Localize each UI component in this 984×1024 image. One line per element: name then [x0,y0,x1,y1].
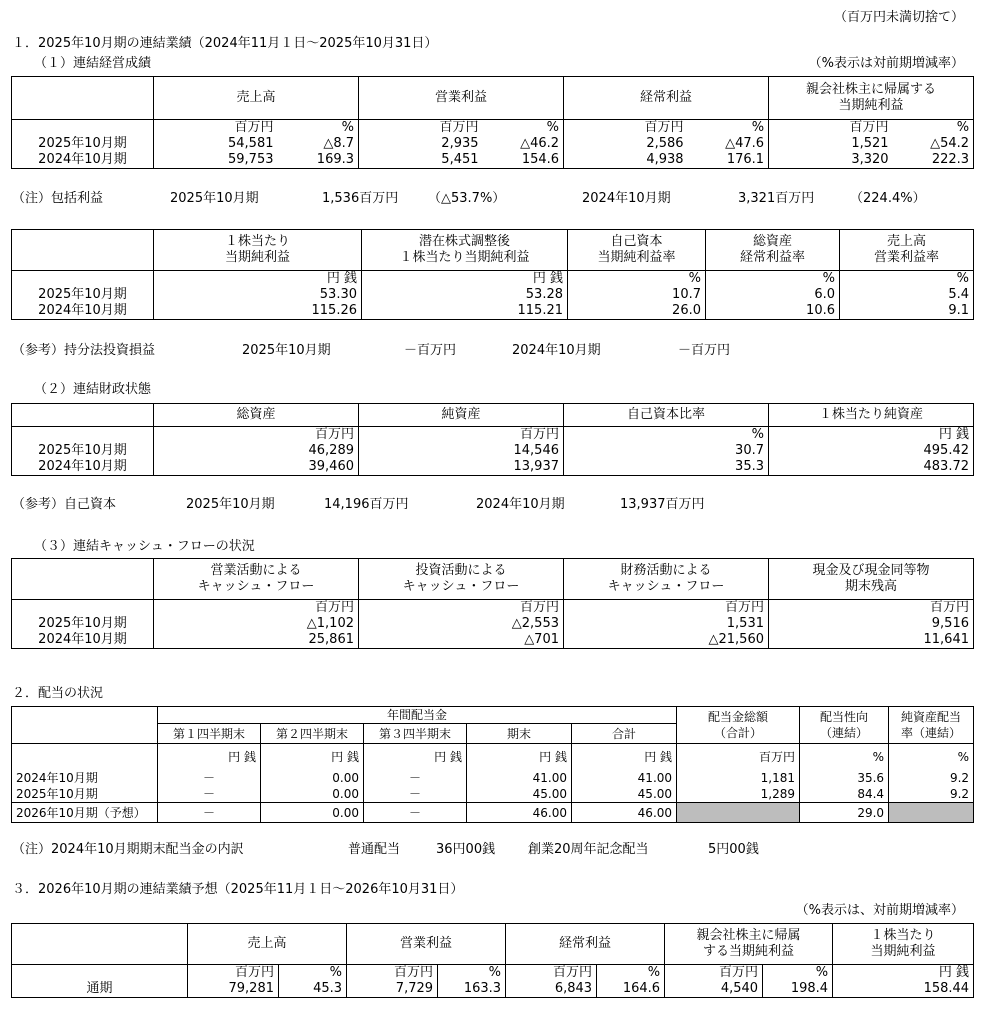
header-doe: 純資産配当 率（連結） [889,707,974,744]
unit-cell: % [889,744,974,771]
note-period: 2024年10月期 [582,191,671,206]
unit-cell: 百万円 [677,744,800,771]
row-label: 2025年10月期 [12,616,154,632]
header-net-assets: 純資産 [359,404,564,427]
operating-results-table [11,76,974,169]
section-1-2-title: （２）連結財政状態 [34,382,152,397]
forecast-table [11,923,974,998]
unit-cell: 百万円 [154,120,278,137]
unit-cell: 百万円 [154,600,359,617]
header-year-end: 期末 [467,724,572,744]
unit-cell: 円 銭 [364,744,467,771]
unit-cell: % [279,965,347,982]
header-sales: 売上高 [188,924,347,965]
row-label: 2024年10月期 [12,632,154,649]
unit-cell: 百万円 [359,427,564,444]
note-ordinary-dividend-label: 普通配当 [348,842,401,857]
unit-cell: 百万円 [359,120,483,137]
header-bps: １株当たり純資産 [769,404,974,427]
unit-cell: % [706,271,840,288]
unit-cell: % [800,744,889,771]
header-net-income: 親会社株主に帰属する 当期純利益 [769,77,974,120]
table-row: 2024年10月期 59,753 169.3 5,451 154.6 4,938 176.1 3,320 222.3 [12,152,974,169]
forecast-pct-note: （%表示は、対前期増減率） [795,903,964,918]
header-ordinary-profit: 経常利益 [564,77,769,120]
note-value: 1,536百万円 [322,191,399,206]
unit-cell: 百万円 [359,600,564,617]
note-change: （224.4%） [850,191,926,206]
note-equity-label: （参考）自己資本 [12,497,117,512]
note-period: 2025年10月期 [186,497,275,512]
note-comprehensive-income-label: （注）包括利益 [12,191,104,206]
unit-cell: 円 銭 [833,965,974,982]
shaded-cell [889,803,974,823]
unit-cell: 円 銭 [154,271,362,288]
pct-note: （%表示は対前期増減率） [808,56,964,71]
note-ordinary-dividend-value: 36円00銭 [436,842,496,857]
dividend-table [11,706,974,823]
header-operating-margin: 売上高 営業利益率 [840,230,974,271]
table-row: 2024年10月期 115.26 115.21 26.0 10.6 9.1 [12,303,974,320]
table-row: 2024年10月期 39,460 13,937 35.3 483.72 [12,459,974,476]
header-total-dividend: 配当金総額 （合計） [677,707,800,744]
row-label: 2026年10月期（予想） [12,803,158,823]
unit-cell: % [438,965,506,982]
header-q1: 第１四半期末 [158,724,261,744]
unit-cell: % [893,120,974,137]
unit-cell: 百万円 [769,120,893,137]
header-total: 合計 [572,724,677,744]
header-operating-profit: 営業利益 [347,924,506,965]
header-cash-balance: 現金及び現金同等物 期末残高 [769,559,974,600]
unit-cell: % [763,965,833,982]
unit-cell: 円 銭 [769,427,974,444]
header-eps: １株当たり 当期純利益 [833,924,974,965]
row-label: 2024年10月期 [12,459,154,476]
table-row: 2025年10月期 △1,102 △2,553 1,531 9,516 [12,616,974,632]
note-commemorative-label: 創業20周年記念配当 [528,842,649,857]
note-dividend-breakdown-label: （注）2024年10月期期末配当金の内訳 [12,842,244,857]
note-value: 13,937百万円 [620,497,705,512]
unit-cell: 円 銭 [158,744,261,771]
row-label: 通期 [12,981,188,998]
unit-cell: % [483,120,564,137]
unit-cell: 円 銭 [261,744,364,771]
unit-cell: % [688,120,769,137]
table-row: 2025年10月期 54,581 △8.7 2,935 △46.2 2,586 △47.6 1,521 △54.2 [12,136,974,152]
unit-cell: 百万円 [564,120,688,137]
unit-cell: % [278,120,359,137]
table-row: 2025年10月期 46,289 14,546 30.7 495.42 [12,443,974,459]
table-row: 2024年10月期 25,861 △701 △21,560 11,641 [12,632,974,649]
header-total-assets: 総資産 [154,404,359,427]
unit-cell: 円 銭 [362,271,568,288]
row-label: 2025年10月期 [12,786,158,803]
row-label: 2024年10月期 [12,770,158,786]
unit-cell: 円 銭 [467,744,572,771]
header-roe: 自己資本 当期純利益率 [568,230,706,271]
per-share-table [11,229,974,320]
header-payout-ratio: 配当性向 （連結） [800,707,889,744]
row-label: 2024年10月期 [12,303,154,320]
unit-cell: 百万円 [506,965,597,982]
section-1-1-title: （１）連結経営成績 [34,56,152,71]
section-1-title: １．2025年10月期の連結業績（2024年11月１日～2025年10月31日） [12,36,438,51]
header-diluted-eps: 潜在株式調整後 １株当たり当期純利益 [362,230,568,271]
unit-cell: % [840,271,974,288]
header-operating-profit: 営業利益 [359,77,564,120]
header-equity-ratio: 自己資本比率 [564,404,769,427]
table-row: 2024年10月期 － 0.00 － 41.00 41.00 1,181 35.6 9.2 [12,770,974,786]
section-3-title: ３．2026年10月期の連結業績予想（2025年11月１日～2026年10月31日） [12,882,464,897]
table-row: 2025年10月期 － 0.00 － 45.00 45.00 1,289 84.4 9.2 [12,786,974,803]
unit-cell: 百万円 [154,427,359,444]
note-value: －百万円 [678,343,731,358]
header-q3: 第３四半期末 [364,724,467,744]
note-period: 2024年10月期 [512,343,601,358]
header-investing-cf: 投資活動による キャッシュ・フロー [359,559,564,600]
header-financing-cf: 財務活動による キャッシュ・フロー [564,559,769,600]
header-q2: 第２四半期末 [261,724,364,744]
note-equity-method-label: （参考）持分法投資損益 [12,343,156,358]
shaded-cell [677,803,800,823]
row-label: 2024年10月期 [12,152,154,169]
cash-flow-table [11,558,974,649]
note-value: 3,321百万円 [738,191,815,206]
unit-cell: 百万円 [347,965,438,982]
note-change: （△53.7%） [428,191,506,206]
header-operating-cf: 営業活動による キャッシュ・フロー [154,559,359,600]
header-ordinary-profit: 経常利益 [506,924,665,965]
unit-note: （百万円未満切捨て） [833,10,964,25]
header-net-income: 親会社株主に帰属 する当期純利益 [665,924,833,965]
unit-cell: % [568,271,706,288]
table-row: 通期 79,281 45.3 7,729 163.3 6,843 164.6 4,540 198.4 158.44 [12,981,974,998]
section-2-title: ２．配当の状況 [12,686,104,701]
unit-cell: 百万円 [564,600,769,617]
note-value: 14,196百万円 [324,497,409,512]
unit-cell: 百万円 [665,965,763,982]
row-label: 2025年10月期 [12,287,154,303]
unit-cell: 円 銭 [572,744,677,771]
note-period: 2025年10月期 [242,343,331,358]
note-period: 2025年10月期 [170,191,259,206]
note-period: 2024年10月期 [476,497,565,512]
header-roa: 総資産 経常利益率 [706,230,840,271]
unit-cell: % [564,427,769,444]
financial-position-table [11,403,974,476]
table-row: 2026年10月期（予想） － 0.00 － 46.00 46.00 29.0 [12,803,974,823]
note-value: －百万円 [404,343,457,358]
header-eps: １株当たり 当期純利益 [154,230,362,271]
header-sales: 売上高 [154,77,359,120]
header-annual-dividend: 年間配当金 [158,707,677,724]
unit-cell: 百万円 [188,965,279,982]
row-label: 2025年10月期 [12,136,154,152]
unit-cell: % [597,965,665,982]
table-row: 2025年10月期 53.30 53.28 10.7 6.0 5.4 [12,287,974,303]
row-label: 2025年10月期 [12,443,154,459]
unit-cell: 百万円 [769,600,974,617]
section-1-3-title: （３）連結キャッシュ・フローの状況 [34,539,255,554]
note-commemorative-value: 5円00銭 [708,842,759,857]
